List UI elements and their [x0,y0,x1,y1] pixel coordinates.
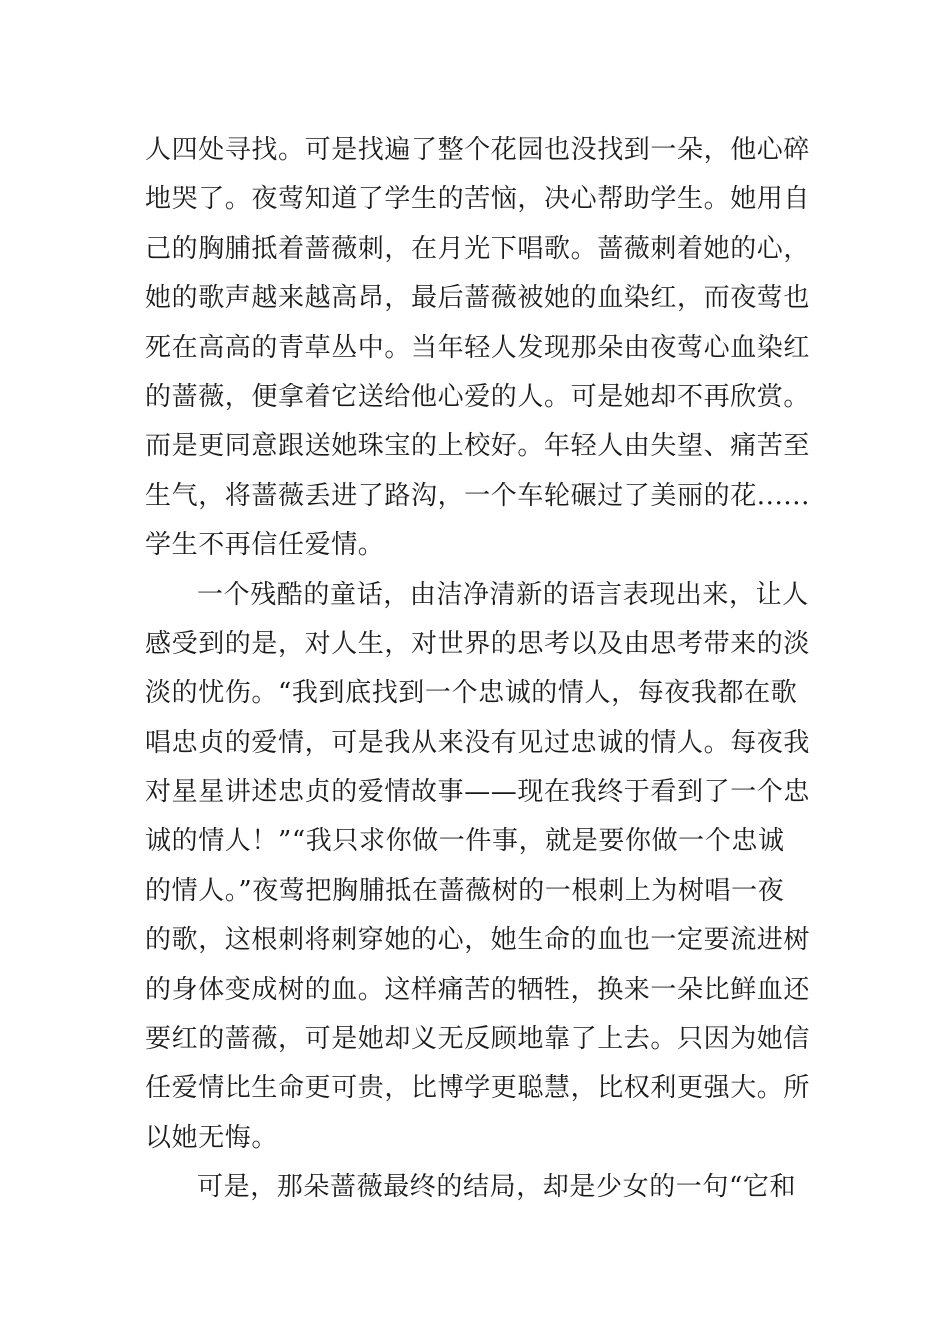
text-line: 要红的蔷薇，可是她却义无反顾地靠了上去。只因为她信 [145,1024,811,1055]
paragraph-first-line: 一个残酷的童话，由洁净清新的语言表现出来，让人 [197,579,809,610]
text-line: 的情人。”夜莺把胸脯抵在蔷薇树的一根刺上为树唱一夜 [145,875,785,906]
text-line: 诚的情人！”“我只求你做一件事，就是要你做一个忠诚 [145,826,785,857]
text-line: 以她无悔。 [145,1122,279,1153]
paragraph-first-line: 可是，那朵蔷薇最终的结局，却是少女的一句“它和 [197,1172,797,1203]
text-line: 的蔷薇，便拿着它送给他心爱的人。可是她却不再欣赏。 [145,381,811,412]
text-line: 学生不再信任爱情。 [145,530,385,561]
text-line: 的歌，这根刺将刺穿她的心，她生命的血也一定要流进树 [145,925,811,956]
text-line: 淡的忧伤。“我到底找到一个忠诚的情人，每夜我都在歌 [145,678,798,709]
text-line: 唱忠贞的爱情，可是我从来没有见过忠诚的情人。每夜我 [145,727,811,758]
text-line: 死在高高的青草丛中。当年轻人发现那朵由夜莺心血染红 [145,332,811,363]
text-line: 而是更同意跟送她珠宝的上校好。年轻人由失望、痛苦至 [145,431,811,462]
text-line: 任爱情比生命更可贵，比博学更聪慧，比权利更强大。所 [145,1073,811,1104]
text-line: 的身体变成树的血。这样痛苦的牺牲，换来一朵比鲜血还 [145,974,811,1005]
text-line: 己的胸脯抵着蔷薇刺，在月光下唱歌。蔷薇刺着她的心， [145,233,811,264]
text-line: 对星星讲述忠贞的爱情故事——现在我终于看到了一个忠 [145,777,811,808]
text-line: 生气，将蔷薇丢进了路沟，一个车轮碾过了美丽的花...... [145,480,810,511]
text-line: 地哭了。夜莺知道了学生的苦恼，决心帮助学生。她用自 [145,184,811,215]
text-line: 她的歌声越来越高昂，最后蔷薇被她的血染红，而夜莺也 [145,283,811,314]
body-text [145,126,825,1213]
text-line: 人四处寻找。可是找遍了整个花园也没找到一朵，他心碎 [145,135,811,165]
text-line: 感受到的是，对人生，对世界的思考以及由思考带来的淡 [145,628,811,659]
